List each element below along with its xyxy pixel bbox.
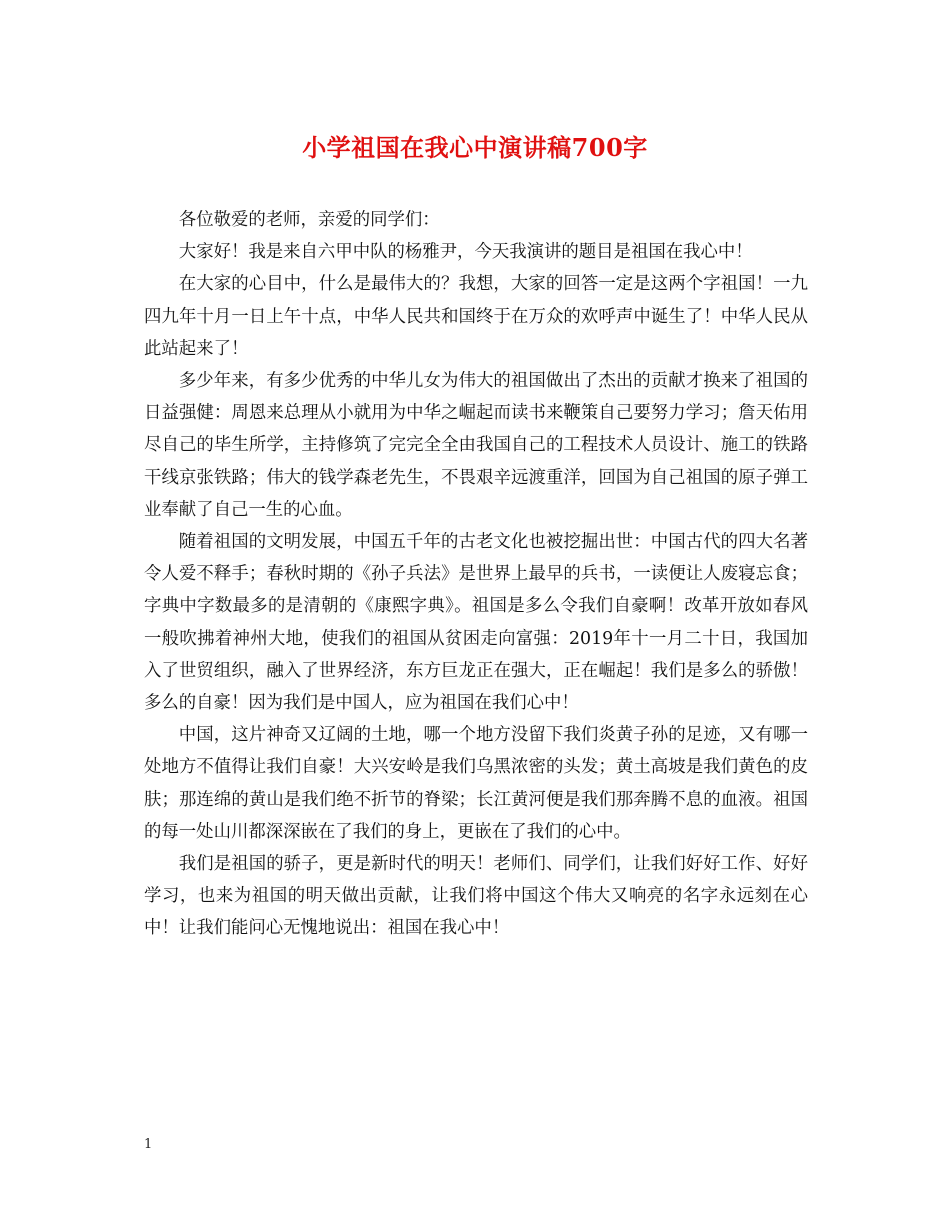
paragraph: 随着祖国的文明发展，中国五千年的古老文化也被挖掘出世：中国古代的四大名著令人爱不释手；春秋时期的《孙子兵法》是世界上最早的兵书，一读便让人废寝忘食；字典中字数最多的是清朝的《康熙字典》。祖国是多么令我们自豪啊！改革开放如春风一般吹拂着神州大地，使我们的祖国从贫困走向富强：2019年十一月二十日，我国加入了世贸组织，融入了世界经济，东方巨龙正在强大，正在崛起！我们是多么的骄傲！多么的自豪！因为我们是中国人，应为祖国在我们心中！ bbox=[144, 532, 808, 714]
paragraph-closing: 我们是祖国的骄子，更是新时代的明天！老师们、同学们，让我们好好工作、好好学习，也来为祖国的明天做出贡献，让我们将中国这个伟大又响亮的名字永远刻在心中！让我们能问心无愧地说出：祖国在我心中！ bbox=[144, 854, 808, 939]
paragraph: 多少年来，有多少优秀的中华儿女为伟大的祖国做出了杰出的贡献才换来了祖国的日益强健：周恩来总理从小就用为中华之崛起而读书来鞭策自己要努力学习；詹天佑用尽自己的毕生所学，主持修筑了完完全全由我国自己的工程技术人员设计、施工的铁路干线京张铁路；伟大的钱学森老先生，不畏艰辛远渡重洋，回国为自己祖国的原子弹工业奉献了自己一生的心血。 bbox=[144, 371, 808, 520]
paragraph: 中国，这片神奇又辽阔的土地，哪一个地方没留下我们炎黄子孙的足迹，又有哪一处地方不值得让我们自豪！大兴安岭是我们乌黑浓密的头发；黄土高坡是我们黄色的皮肤；那连绵的黄山是我们绝不折节的脊梁；长江黄河便是我们那奔腾不息的血液。祖国的每一处山川都深深嵌在了我们的身上，更嵌在了我们的心中。 bbox=[144, 725, 808, 842]
document-body bbox=[144, 204, 808, 945]
paragraph-salutation: 各位敬爱的老师，亲爱的同学们： bbox=[178, 210, 440, 230]
paragraph-greeting: 大家好！我是来自六甲中队的杨雅尹，今天我演讲的题目是祖国在我心中！ bbox=[178, 242, 753, 263]
document-title: 小学祖国在我心中演讲稿700字 bbox=[302, 133, 648, 162]
page-number: 1 bbox=[144, 1137, 153, 1152]
paragraph: 在大家的心目中，什么是最伟大的？我想，大家的回答一定是这两个字祖国！一九四九年十月一日上午十点，中华人民共和国终于在万众的欢呼声中诞生了！中华人民从此站起来了！ bbox=[144, 274, 808, 359]
